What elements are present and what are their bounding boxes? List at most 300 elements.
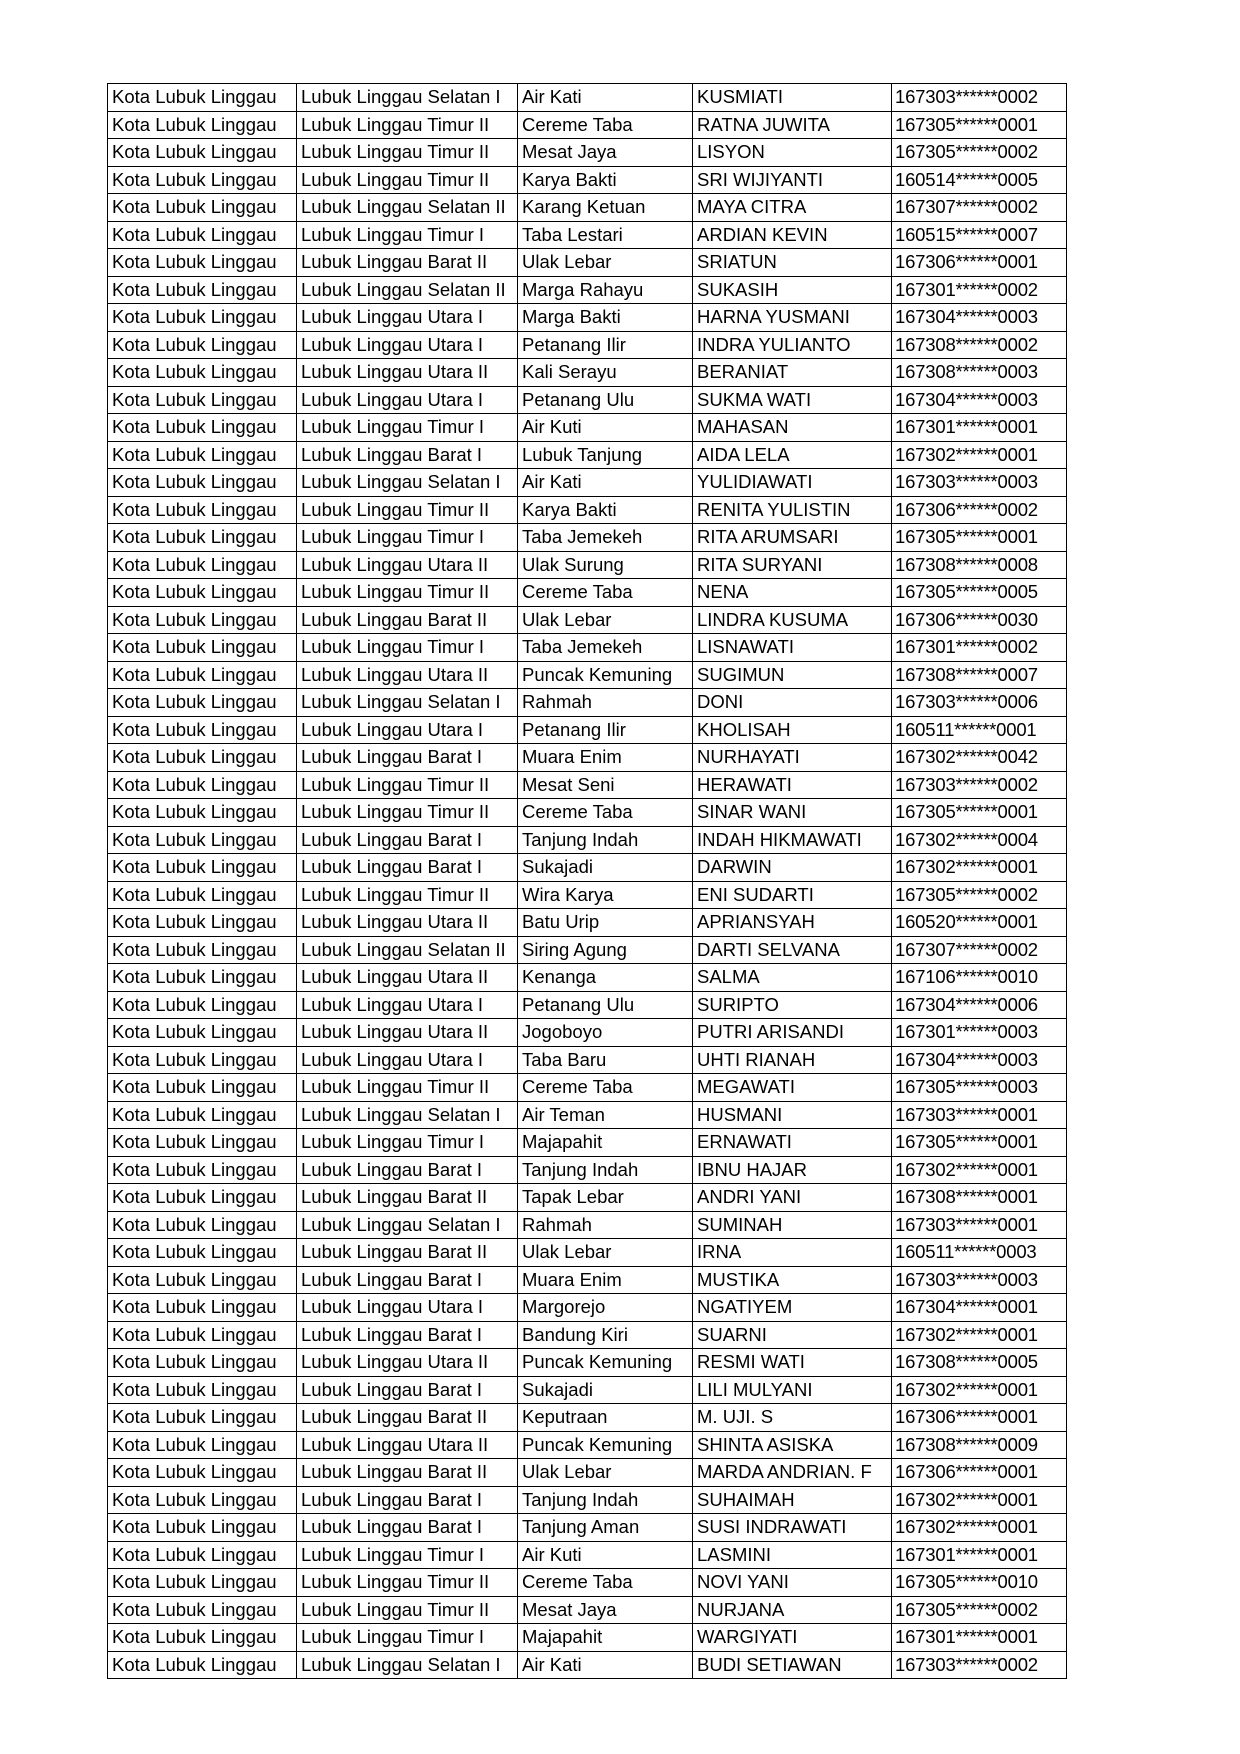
kecamatan-cell: Lubuk Linggau Selatan II [297, 194, 518, 222]
table-row [108, 689, 1067, 717]
kota-cell: Kota Lubuk Linggau [108, 1101, 297, 1129]
kecamatan-cell: Lubuk Linggau Timur I [297, 221, 518, 249]
kota-cell: Kota Lubuk Linggau [108, 579, 297, 607]
kecamatan-cell: Lubuk Linggau Selatan I [297, 1101, 518, 1129]
kota-cell: Kota Lubuk Linggau [108, 524, 297, 552]
kota-cell: Kota Lubuk Linggau [108, 249, 297, 277]
kelurahan-cell: Air Kati [518, 84, 693, 112]
kelurahan-cell: Air Kuti [518, 1541, 693, 1569]
kelurahan-cell: Rahmah [518, 1211, 693, 1239]
kelurahan-cell: Jogoboyo [518, 1019, 693, 1047]
kecamatan-cell: Lubuk Linggau Utara I [297, 386, 518, 414]
kecamatan-cell: Lubuk Linggau Barat I [297, 1266, 518, 1294]
table-row [108, 469, 1067, 497]
kota-cell: Kota Lubuk Linggau [108, 689, 297, 717]
nik-cell: 167304******0001 [892, 1294, 1067, 1322]
nama-cell: MEGAWATI [693, 1074, 892, 1102]
kota-cell: Kota Lubuk Linggau [108, 1156, 297, 1184]
kecamatan-cell: Lubuk Linggau Timur I [297, 414, 518, 442]
table-row [108, 964, 1067, 992]
table-row [108, 386, 1067, 414]
kota-cell: Kota Lubuk Linggau [108, 1404, 297, 1432]
nik-cell: 167305******0003 [892, 1074, 1067, 1102]
kecamatan-cell: Lubuk Linggau Barat I [297, 1156, 518, 1184]
kecamatan-cell: Lubuk Linggau Timur II [297, 579, 518, 607]
kota-cell: Kota Lubuk Linggau [108, 1046, 297, 1074]
nik-cell: 167303******0006 [892, 689, 1067, 717]
kelurahan-cell: Puncak Kemuning [518, 1431, 693, 1459]
nik-cell: 167305******0001 [892, 524, 1067, 552]
table-row [108, 1294, 1067, 1322]
nama-cell: SUARNI [693, 1321, 892, 1349]
kecamatan-cell: Lubuk Linggau Utara II [297, 1349, 518, 1377]
nik-cell: 167301******0001 [892, 1624, 1067, 1652]
kelurahan-cell: Majapahit [518, 1129, 693, 1157]
kota-cell: Kota Lubuk Linggau [108, 1596, 297, 1624]
kota-cell: Kota Lubuk Linggau [108, 1074, 297, 1102]
kelurahan-cell: Marga Bakti [518, 304, 693, 332]
nik-cell: 167302******0042 [892, 744, 1067, 772]
kota-cell: Kota Lubuk Linggau [108, 111, 297, 139]
data-table [107, 83, 1067, 1679]
kelurahan-cell: Karang Ketuan [518, 194, 693, 222]
kota-cell: Kota Lubuk Linggau [108, 634, 297, 662]
kota-cell: Kota Lubuk Linggau [108, 1541, 297, 1569]
table-row [108, 744, 1067, 772]
kecamatan-cell: Lubuk Linggau Selatan II [297, 936, 518, 964]
nik-cell: 160514******0005 [892, 166, 1067, 194]
kota-cell: Kota Lubuk Linggau [108, 716, 297, 744]
nama-cell: SURIPTO [693, 991, 892, 1019]
nik-cell: 167303******0003 [892, 469, 1067, 497]
nik-cell: 167302******0001 [892, 1376, 1067, 1404]
kecamatan-cell: Lubuk Linggau Utara I [297, 1294, 518, 1322]
kelurahan-cell: Petanang Ulu [518, 991, 693, 1019]
table-row [108, 936, 1067, 964]
table-row [108, 1459, 1067, 1487]
nik-cell: 167306******0002 [892, 496, 1067, 524]
table-row [108, 304, 1067, 332]
kota-cell: Kota Lubuk Linggau [108, 496, 297, 524]
kota-cell: Kota Lubuk Linggau [108, 1569, 297, 1597]
kelurahan-cell: Ulak Lebar [518, 1239, 693, 1267]
kelurahan-cell: Air Kati [518, 1651, 693, 1679]
nik-cell: 167305******0005 [892, 579, 1067, 607]
kecamatan-cell: Lubuk Linggau Barat I [297, 854, 518, 882]
table-row [108, 771, 1067, 799]
table-row [108, 1376, 1067, 1404]
kecamatan-cell: Lubuk Linggau Utara II [297, 359, 518, 387]
nik-cell: 167305******0002 [892, 1596, 1067, 1624]
kota-cell: Kota Lubuk Linggau [108, 881, 297, 909]
kecamatan-cell: Lubuk Linggau Timur II [297, 1074, 518, 1102]
nama-cell: NGATIYEM [693, 1294, 892, 1322]
nik-cell: 167308******0009 [892, 1431, 1067, 1459]
kelurahan-cell: Taba Jemekeh [518, 524, 693, 552]
kota-cell: Kota Lubuk Linggau [108, 331, 297, 359]
table-row [108, 111, 1067, 139]
kota-cell: Kota Lubuk Linggau [108, 1239, 297, 1267]
kota-cell: Kota Lubuk Linggau [108, 386, 297, 414]
kota-cell: Kota Lubuk Linggau [108, 1266, 297, 1294]
nama-cell: BERANIAT [693, 359, 892, 387]
nama-cell: SUKMA WATI [693, 386, 892, 414]
kecamatan-cell: Lubuk Linggau Timur II [297, 771, 518, 799]
kelurahan-cell: Cereme Taba [518, 579, 693, 607]
kecamatan-cell: Lubuk Linggau Selatan I [297, 84, 518, 112]
kota-cell: Kota Lubuk Linggau [108, 551, 297, 579]
kota-cell: Kota Lubuk Linggau [108, 359, 297, 387]
nama-cell: ENI SUDARTI [693, 881, 892, 909]
kelurahan-cell: Lubuk Tanjung [518, 441, 693, 469]
nama-cell: PUTRI ARISANDI [693, 1019, 892, 1047]
kelurahan-cell: Kali Serayu [518, 359, 693, 387]
nik-cell: 167303******0001 [892, 1211, 1067, 1239]
table-row [108, 881, 1067, 909]
nik-cell: 167106******0010 [892, 964, 1067, 992]
nama-cell: MAYA CITRA [693, 194, 892, 222]
kecamatan-cell: Lubuk Linggau Timur II [297, 799, 518, 827]
table-row [108, 1624, 1067, 1652]
kecamatan-cell: Lubuk Linggau Barat I [297, 1486, 518, 1514]
kecamatan-cell: Lubuk Linggau Timur I [297, 1129, 518, 1157]
kecamatan-cell: Lubuk Linggau Barat II [297, 606, 518, 634]
nama-cell: RITA ARUMSARI [693, 524, 892, 552]
nik-cell: 167305******0002 [892, 881, 1067, 909]
nama-cell: WARGIYATI [693, 1624, 892, 1652]
nama-cell: LINDRA KUSUMA [693, 606, 892, 634]
kota-cell: Kota Lubuk Linggau [108, 771, 297, 799]
nik-cell: 167304******0003 [892, 386, 1067, 414]
kelurahan-cell: Majapahit [518, 1624, 693, 1652]
kecamatan-cell: Lubuk Linggau Utara I [297, 1046, 518, 1074]
table-row [108, 606, 1067, 634]
nik-cell: 167301******0002 [892, 276, 1067, 304]
table-row [108, 1569, 1067, 1597]
table-row [108, 1129, 1067, 1157]
kelurahan-cell: Keputraan [518, 1404, 693, 1432]
kecamatan-cell: Lubuk Linggau Selatan I [297, 469, 518, 497]
nik-cell: 167301******0001 [892, 1541, 1067, 1569]
nama-cell: RATNA JUWITA [693, 111, 892, 139]
kecamatan-cell: Lubuk Linggau Utara II [297, 1431, 518, 1459]
kelurahan-cell: Taba Lestari [518, 221, 693, 249]
nama-cell: INDRA YULIANTO [693, 331, 892, 359]
kecamatan-cell: Lubuk Linggau Timur II [297, 139, 518, 167]
kecamatan-cell: Lubuk Linggau Timur I [297, 524, 518, 552]
table-row [108, 661, 1067, 689]
nama-cell: SRI WIJIYANTI [693, 166, 892, 194]
table-row [108, 1596, 1067, 1624]
kota-cell: Kota Lubuk Linggau [108, 1184, 297, 1212]
kelurahan-cell: Mesat Jaya [518, 139, 693, 167]
kelurahan-cell: Ulak Surung [518, 551, 693, 579]
kelurahan-cell: Muara Enim [518, 744, 693, 772]
table-row [108, 1046, 1067, 1074]
kecamatan-cell: Lubuk Linggau Selatan I [297, 1211, 518, 1239]
nik-cell: 167307******0002 [892, 194, 1067, 222]
nama-cell: MUSTIKA [693, 1266, 892, 1294]
table-row [108, 1184, 1067, 1212]
nik-cell: 167306******0001 [892, 249, 1067, 277]
table-row [108, 579, 1067, 607]
kecamatan-cell: Lubuk Linggau Utara II [297, 909, 518, 937]
table-row [108, 854, 1067, 882]
kelurahan-cell: Petanang Ulu [518, 386, 693, 414]
table-row [108, 799, 1067, 827]
table-row [108, 414, 1067, 442]
nama-cell: DONI [693, 689, 892, 717]
kelurahan-cell: Karya Bakti [518, 166, 693, 194]
kecamatan-cell: Lubuk Linggau Barat I [297, 441, 518, 469]
table-row [108, 991, 1067, 1019]
kecamatan-cell: Lubuk Linggau Utara I [297, 716, 518, 744]
nama-cell: RITA SURYANI [693, 551, 892, 579]
kelurahan-cell: Ulak Lebar [518, 606, 693, 634]
kota-cell: Kota Lubuk Linggau [108, 1321, 297, 1349]
kecamatan-cell: Lubuk Linggau Utara II [297, 1019, 518, 1047]
kelurahan-cell: Kenanga [518, 964, 693, 992]
table-row [108, 524, 1067, 552]
table-row [108, 1349, 1067, 1377]
kelurahan-cell: Tanjung Aman [518, 1514, 693, 1542]
table-row [108, 1514, 1067, 1542]
nik-cell: 167302******0001 [892, 1156, 1067, 1184]
nik-cell: 167308******0001 [892, 1184, 1067, 1212]
kecamatan-cell: Lubuk Linggau Timur II [297, 1569, 518, 1597]
kelurahan-cell: Tanjung Indah [518, 1486, 693, 1514]
nik-cell: 167302******0001 [892, 1514, 1067, 1542]
table-row [108, 84, 1067, 112]
kecamatan-cell: Lubuk Linggau Timur I [297, 1541, 518, 1569]
table-row [108, 1239, 1067, 1267]
nama-cell: MAHASAN [693, 414, 892, 442]
kota-cell: Kota Lubuk Linggau [108, 414, 297, 442]
nik-cell: 167308******0008 [892, 551, 1067, 579]
kelurahan-cell: Petanang Ilir [518, 331, 693, 359]
kelurahan-cell: Petanang Ilir [518, 716, 693, 744]
kota-cell: Kota Lubuk Linggau [108, 469, 297, 497]
table-row [108, 441, 1067, 469]
kecamatan-cell: Lubuk Linggau Selatan I [297, 1651, 518, 1679]
kecamatan-cell: Lubuk Linggau Selatan II [297, 276, 518, 304]
nama-cell: AIDA LELA [693, 441, 892, 469]
kecamatan-cell: Lubuk Linggau Timur II [297, 496, 518, 524]
nik-cell: 167301******0003 [892, 1019, 1067, 1047]
kota-cell: Kota Lubuk Linggau [108, 606, 297, 634]
kelurahan-cell: Margorejo [518, 1294, 693, 1322]
nama-cell: SINAR WANI [693, 799, 892, 827]
nik-cell: 167308******0002 [892, 331, 1067, 359]
nama-cell: YULIDIAWATI [693, 469, 892, 497]
nik-cell: 167303******0001 [892, 1101, 1067, 1129]
nik-cell: 167307******0002 [892, 936, 1067, 964]
kecamatan-cell: Lubuk Linggau Timur II [297, 166, 518, 194]
kota-cell: Kota Lubuk Linggau [108, 826, 297, 854]
table-row [108, 716, 1067, 744]
table-row [108, 249, 1067, 277]
nik-cell: 167305******0001 [892, 799, 1067, 827]
nik-cell: 167302******0001 [892, 854, 1067, 882]
nama-cell: M. UJI. S [693, 1404, 892, 1432]
table-row [108, 1321, 1067, 1349]
nik-cell: 167303******0002 [892, 1651, 1067, 1679]
kecamatan-cell: Lubuk Linggau Utara I [297, 991, 518, 1019]
table-row [108, 634, 1067, 662]
nama-cell: DARTI SELVANA [693, 936, 892, 964]
nik-cell: 167305******0001 [892, 111, 1067, 139]
nik-cell: 167305******0001 [892, 1129, 1067, 1157]
table-row [108, 1404, 1067, 1432]
table-row [108, 1651, 1067, 1679]
nama-cell: UHTI RIANAH [693, 1046, 892, 1074]
table-row [108, 1156, 1067, 1184]
kelurahan-cell: Wira Karya [518, 881, 693, 909]
nik-cell: 167303******0003 [892, 1266, 1067, 1294]
kota-cell: Kota Lubuk Linggau [108, 304, 297, 332]
nama-cell: KUSMIATI [693, 84, 892, 112]
kecamatan-cell: Lubuk Linggau Barat II [297, 249, 518, 277]
kelurahan-cell: Rahmah [518, 689, 693, 717]
table-row [108, 1266, 1067, 1294]
nama-cell: DARWIN [693, 854, 892, 882]
table-row [108, 194, 1067, 222]
nik-cell: 167303******0002 [892, 771, 1067, 799]
nik-cell: 160515******0007 [892, 221, 1067, 249]
kelurahan-cell: Sukajadi [518, 1376, 693, 1404]
nama-cell: KHOLISAH [693, 716, 892, 744]
nama-cell: NOVI YANI [693, 1569, 892, 1597]
kota-cell: Kota Lubuk Linggau [108, 1651, 297, 1679]
nik-cell: 167308******0003 [892, 359, 1067, 387]
table-body [108, 84, 1067, 1679]
nik-cell: 167306******0001 [892, 1404, 1067, 1432]
kota-cell: Kota Lubuk Linggau [108, 1431, 297, 1459]
kecamatan-cell: Lubuk Linggau Timur I [297, 1624, 518, 1652]
nik-cell: 160511******0003 [892, 1239, 1067, 1267]
kota-cell: Kota Lubuk Linggau [108, 799, 297, 827]
nik-cell: 160520******0001 [892, 909, 1067, 937]
nama-cell: ANDRI YANI [693, 1184, 892, 1212]
nama-cell: LISNAWATI [693, 634, 892, 662]
table-row [108, 139, 1067, 167]
kota-cell: Kota Lubuk Linggau [108, 221, 297, 249]
table-row [108, 826, 1067, 854]
kota-cell: Kota Lubuk Linggau [108, 1349, 297, 1377]
nama-cell: IBNU HAJAR [693, 1156, 892, 1184]
kelurahan-cell: Taba Jemekeh [518, 634, 693, 662]
nama-cell: SHINTA ASISKA [693, 1431, 892, 1459]
kecamatan-cell: Lubuk Linggau Barat II [297, 1239, 518, 1267]
kelurahan-cell: Cereme Taba [518, 1074, 693, 1102]
table-row [108, 276, 1067, 304]
nik-cell: 167305******0002 [892, 139, 1067, 167]
nama-cell: ERNAWATI [693, 1129, 892, 1157]
kelurahan-cell: Puncak Kemuning [518, 661, 693, 689]
kota-cell: Kota Lubuk Linggau [108, 661, 297, 689]
kecamatan-cell: Lubuk Linggau Utara II [297, 551, 518, 579]
nama-cell: NENA [693, 579, 892, 607]
kota-cell: Kota Lubuk Linggau [108, 1376, 297, 1404]
kecamatan-cell: Lubuk Linggau Timur II [297, 1596, 518, 1624]
kecamatan-cell: Lubuk Linggau Barat II [297, 1184, 518, 1212]
nama-cell: IRNA [693, 1239, 892, 1267]
kota-cell: Kota Lubuk Linggau [108, 1019, 297, 1047]
table-row [108, 1074, 1067, 1102]
kota-cell: Kota Lubuk Linggau [108, 166, 297, 194]
kecamatan-cell: Lubuk Linggau Utara II [297, 964, 518, 992]
nama-cell: APRIANSYAH [693, 909, 892, 937]
nama-cell: SUKASIH [693, 276, 892, 304]
kelurahan-cell: Ulak Lebar [518, 249, 693, 277]
nama-cell: SRIATUN [693, 249, 892, 277]
kecamatan-cell: Lubuk Linggau Barat II [297, 1459, 518, 1487]
nama-cell: INDAH HIKMAWATI [693, 826, 892, 854]
kota-cell: Kota Lubuk Linggau [108, 1459, 297, 1487]
kecamatan-cell: Lubuk Linggau Timur I [297, 634, 518, 662]
nik-cell: 167305******0010 [892, 1569, 1067, 1597]
nama-cell: HERAWATI [693, 771, 892, 799]
kelurahan-cell: Cereme Taba [518, 1569, 693, 1597]
kota-cell: Kota Lubuk Linggau [108, 1211, 297, 1239]
table-row [108, 496, 1067, 524]
table-row [108, 1019, 1067, 1047]
kelurahan-cell: Tanjung Indah [518, 826, 693, 854]
kelurahan-cell: Air Kati [518, 469, 693, 497]
kecamatan-cell: Lubuk Linggau Timur II [297, 111, 518, 139]
nama-cell: SUGIMUN [693, 661, 892, 689]
kelurahan-cell: Mesat Jaya [518, 1596, 693, 1624]
nama-cell: NURHAYATI [693, 744, 892, 772]
kecamatan-cell: Lubuk Linggau Timur II [297, 881, 518, 909]
kota-cell: Kota Lubuk Linggau [108, 854, 297, 882]
nama-cell: RENITA YULISTIN [693, 496, 892, 524]
nik-cell: 167301******0002 [892, 634, 1067, 662]
table-row [108, 221, 1067, 249]
kota-cell: Kota Lubuk Linggau [108, 1624, 297, 1652]
nik-cell: 167304******0006 [892, 991, 1067, 1019]
kelurahan-cell: Sukajadi [518, 854, 693, 882]
kecamatan-cell: Lubuk Linggau Barat I [297, 826, 518, 854]
table-row [108, 551, 1067, 579]
nik-cell: 167308******0007 [892, 661, 1067, 689]
table-row [108, 331, 1067, 359]
kelurahan-cell: Air Kuti [518, 414, 693, 442]
kota-cell: Kota Lubuk Linggau [108, 964, 297, 992]
kelurahan-cell: Air Teman [518, 1101, 693, 1129]
kota-cell: Kota Lubuk Linggau [108, 1514, 297, 1542]
kecamatan-cell: Lubuk Linggau Barat II [297, 1404, 518, 1432]
kecamatan-cell: Lubuk Linggau Barat I [297, 1514, 518, 1542]
nama-cell: SUHAIMAH [693, 1486, 892, 1514]
kota-cell: Kota Lubuk Linggau [108, 991, 297, 1019]
kecamatan-cell: Lubuk Linggau Utara II [297, 661, 518, 689]
nik-cell: 167302******0001 [892, 1321, 1067, 1349]
kelurahan-cell: Batu Urip [518, 909, 693, 937]
nama-cell: MARDA ANDRIAN. F [693, 1459, 892, 1487]
kelurahan-cell: Karya Bakti [518, 496, 693, 524]
table-row [108, 1101, 1067, 1129]
table-row [108, 1486, 1067, 1514]
nama-cell: LILI MULYANI [693, 1376, 892, 1404]
kelurahan-cell: Tanjung Indah [518, 1156, 693, 1184]
kota-cell: Kota Lubuk Linggau [108, 194, 297, 222]
kecamatan-cell: Lubuk Linggau Utara I [297, 331, 518, 359]
nik-cell: 167306******0030 [892, 606, 1067, 634]
kelurahan-cell: Marga Rahayu [518, 276, 693, 304]
kota-cell: Kota Lubuk Linggau [108, 936, 297, 964]
kota-cell: Kota Lubuk Linggau [108, 1486, 297, 1514]
